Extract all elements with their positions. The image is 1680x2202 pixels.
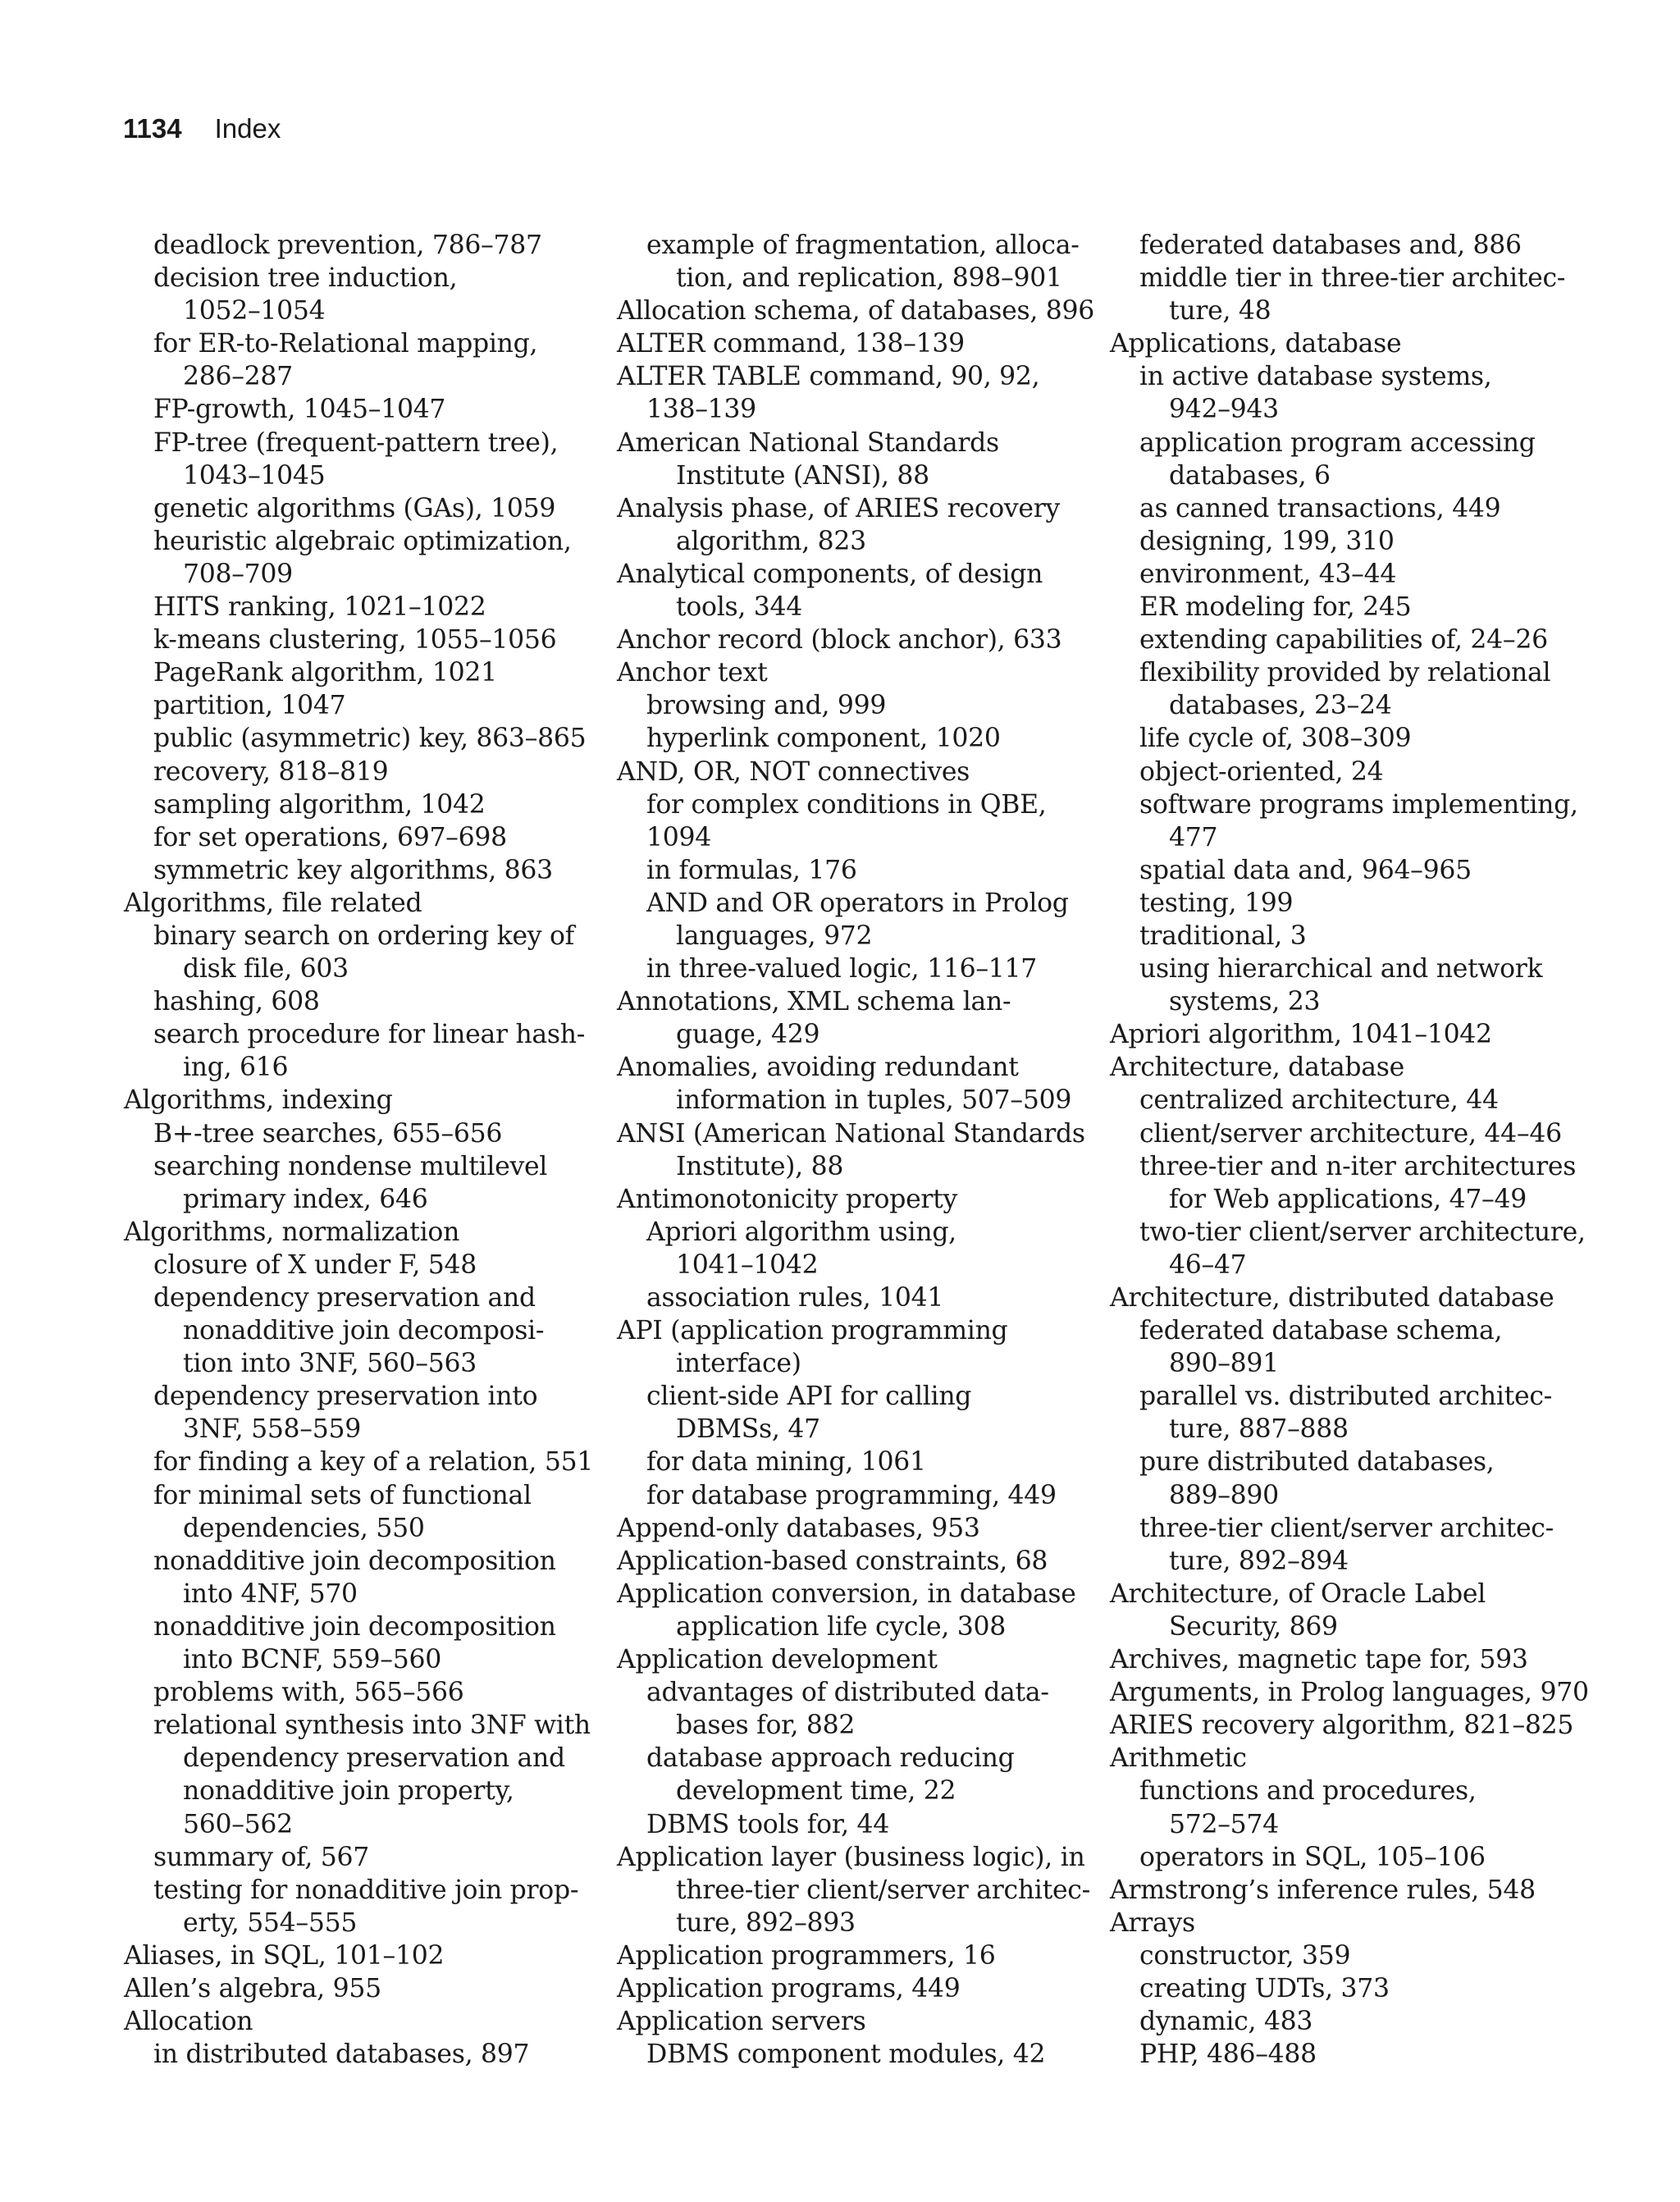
index-subentry: Institute), 88 [676,1151,844,1181]
index-subentry: three-tier client/server architec- [676,1875,1090,1905]
index-subentry: spatial data and, 964–965 [1139,855,1472,885]
index-entry: Arithmetic [1110,1743,1247,1774]
index-entry: Application servers [617,2007,866,2037]
index-subentry: application program accessing [1139,427,1536,458]
index-subentry: advantages of distributed data- [646,1678,1049,1708]
index-subentry: life cycle of, 308–309 [1139,724,1412,754]
index-subentry: guage, 429 [676,1020,820,1050]
index-subentry: dependency preservation into [153,1382,538,1412]
index-subentry: recovery, 818–819 [153,756,389,787]
index-subentry: 1094 [646,822,711,852]
index-subentry: erty, 554–555 [183,1907,358,1938]
index-entry: Arguments, in Prolog languages, 970 [1110,1678,1589,1708]
index-subentry: tion, and replication, 898–901 [676,263,1062,294]
index-subentry: nonadditive join decomposition [153,1546,556,1576]
index-entry: Arrays [1110,1907,1195,1938]
index-subentry: development time, 22 [676,1776,956,1807]
index-subentry: information in tuples, 507–509 [676,1085,1072,1116]
index-subentry: decision tree induction, [153,263,458,294]
index-subentry: DBMSs, 47 [676,1414,820,1445]
index-entry: American National Standards [617,427,999,458]
index-subentry: symmetric key algorithms, 863 [153,855,553,885]
index-entry: Application conversion, in database [617,1578,1076,1609]
index-subentry: 572–574 [1169,1809,1279,1839]
index-entry: Architecture, distributed database [1110,1283,1554,1313]
index-subentry: functions and procedures, [1139,1776,1477,1807]
index-subentry: FP-tree (frequent-pattern tree), [153,427,559,458]
index-subentry: AND and OR operators in Prolog [646,888,1069,918]
index-subentry: three-tier client/server architec- [1139,1513,1554,1543]
index-subentry: into BCNF, 559–560 [183,1645,441,1675]
index-subentry: for ER-to-Relational mapping, [153,329,538,359]
index-subentry: heuristic algebraic optimization, [153,526,572,556]
index-subentry: three-tier and n-iter architectures [1139,1151,1577,1181]
index-subentry: public (asymmetric) key, 863–865 [153,724,587,754]
index-subentry: 1041–1042 [676,1249,819,1280]
index-subentry: parallel vs. distributed architec- [1139,1382,1552,1412]
index-entry: Allocation [124,2007,253,2037]
index-subentry: ture, 887–888 [1169,1414,1349,1445]
page-number: 1134 [123,113,182,144]
index-subentry: interface) [676,1349,801,1379]
index-subentry: summary of, 567 [153,1842,369,1872]
index-subentry: B+-tree searches, 655–656 [153,1118,503,1149]
index-entry: Application layer (business logic), in [617,1842,1085,1872]
index-entry: Application-based constraints, 68 [617,1546,1048,1576]
index-subentry: testing, 199 [1139,888,1294,918]
index-subentry: tools, 344 [676,592,802,623]
index-column-1 [124,229,594,2071]
index-subentry: DBMS component modules, 42 [646,2040,1046,2070]
index-subentry: ture, 48 [1169,296,1271,327]
index-subentry: bases for, 882 [676,1711,856,1741]
index-entry: Algorithms, normalization [124,1217,460,1247]
index-subentry: client/server architecture, 44–46 [1139,1118,1562,1149]
index-entry: Algorithms, indexing [124,1085,393,1116]
index-subentry: traditional, 3 [1139,921,1307,951]
index-subentry: 942–943 [1169,395,1279,425]
index-subentry: client-side API for calling [646,1382,972,1412]
index-entry: Allocation schema, of databases, 896 [617,296,1094,327]
index-subentry: Security, 869 [1169,1611,1338,1642]
index-subentry: constructor, 359 [1139,1940,1351,1971]
index-subentry: sampling algorithm, 1042 [153,789,486,820]
index-entry: Application programmers, 16 [617,1940,996,1971]
index-subentry: into 4NF, 570 [183,1578,358,1609]
index-subentry: software programs implementing, [1139,789,1578,820]
index-subentry: algorithm, 823 [676,526,866,556]
index-entry: API (application programming [617,1316,1008,1346]
index-subentry: 890–891 [1169,1349,1279,1379]
index-subentry: databases, 6 [1169,460,1331,491]
index-subentry: for Web applications, 47–49 [1169,1184,1527,1214]
index-subentry: Apriori algorithm using, [646,1217,956,1247]
index-subentry: relational synthesis into 3NF with [153,1711,591,1741]
index-subentry: using hierarchical and network [1139,954,1543,985]
index-subentry: environment, 43–44 [1139,559,1397,589]
index-subentry: federated databases and, 886 [1139,231,1522,260]
index-entry: Anchor text [617,658,768,688]
index-subentry: 560–562 [183,1809,293,1839]
index-subentry: DBMS tools for, 44 [646,1809,890,1839]
index-subentry: flexibility provided by relational [1139,658,1551,688]
index-subentry: 286–287 [183,362,293,392]
index-subentry: 1043–1045 [183,460,326,491]
index-subentry: for minimal sets of functional [153,1480,532,1510]
index-subentry: in formulas, 176 [646,855,857,885]
index-subentry: centralized architecture, 44 [1139,1085,1499,1116]
index-subentry: object-oriented, 24 [1139,756,1384,787]
index-subentry: languages, 972 [676,921,873,951]
index-subentry: example of fragmentation, alloca- [646,231,1080,260]
index-subentry: application life cycle, 308 [676,1611,1006,1642]
index-subentry: 138–139 [646,395,756,425]
index-subentry: systems, 23 [1169,987,1321,1017]
index-subentry: hashing, 608 [153,987,320,1017]
index-subentry: 708–709 [183,559,293,589]
index-subentry: for database programming, 449 [646,1480,1057,1510]
index-entry: Allen’s algebra, 955 [124,1973,381,2003]
index-subentry: for complex conditions in QBE, [646,789,1047,820]
index-subentry: 477 [1169,822,1218,852]
index-subentry: ture, 892–894 [1169,1546,1349,1576]
index-subentry: ture, 892–893 [676,1907,856,1938]
index-entry: Anchor record (block anchor), 633 [617,625,1062,656]
index-subentry: as canned transactions, 449 [1139,493,1501,523]
index-subentry: PHP, 486–488 [1139,2040,1317,2070]
index-subentry: for set operations, 697–698 [153,822,507,852]
index-subentry: genetic algorithms (GAs), 1059 [153,493,556,523]
index-subentry: creating UDTs, 373 [1139,1973,1390,2003]
index-subentry: disk file, 603 [183,954,349,985]
index-subentry: extending capabilities of, 24–26 [1139,625,1548,656]
index-entry: Archives, magnetic tape for, 593 [1110,1645,1528,1675]
index-subentry: PageRank algorithm, 1021 [153,658,497,688]
index-subentry: operators in SQL, 105–106 [1139,1842,1486,1872]
index-subentry: 889–890 [1169,1480,1279,1510]
index-subentry: federated database schema, [1139,1316,1503,1346]
index-entry: Algorithms, file related [124,888,422,918]
index-subentry: ER modeling for, 245 [1139,592,1412,623]
page-header [123,115,281,142]
index-subentry: middle tier in three-tier architec- [1139,263,1566,294]
index-subentry: two-tier client/server architecture, [1139,1217,1586,1247]
index-entry: Analytical components, of design [617,559,1043,589]
index-subentry: tion into 3NF, 560–563 [183,1349,477,1379]
index-subentry: nonadditive join decomposition [153,1611,556,1642]
index-entry: ANSI (American National Standards [617,1118,1085,1149]
index-entry: Append-only databases, 953 [617,1513,980,1543]
index-entry: ARIES recovery algorithm, 821–825 [1110,1711,1574,1741]
index-entry: Anomalies, avoiding redundant [617,1053,1019,1083]
index-subentry: for data mining, 1061 [646,1447,926,1478]
index-entry: Aliases, in SQL, 101–102 [124,1940,445,1971]
index-entry: ALTER TABLE command, 90, 92, [617,362,1040,392]
index-entry: Annotations, XML schema lan- [617,987,1011,1017]
index-entry: Architecture, of Oracle Label [1110,1578,1486,1609]
index-subentry: nonadditive join decomposi- [183,1316,545,1346]
index-subentry: in distributed databases, 897 [153,2040,530,2070]
index-subentry: designing, 199, 310 [1139,526,1395,556]
index-subentry: primary index, 646 [183,1184,428,1214]
index-entry: Antimonotonicity property [617,1184,958,1214]
index-entry: Application development [617,1645,938,1675]
index-subentry: database approach reducing [646,1743,1015,1774]
index-column-2 [617,229,1094,2071]
index-subentry: in three-valued logic, 116–117 [646,954,1038,985]
index-subentry: HITS ranking, 1021–1022 [153,592,486,623]
index-entry: AND, OR, NOT connectives [617,756,970,787]
index-subentry: hyperlink component, 1020 [646,724,1001,754]
index-subentry: testing for nonadditive join prop- [153,1875,579,1905]
index-subentry: binary search on ordering key of [153,921,575,951]
index-subentry: k-means clustering, 1055–1056 [153,625,557,656]
index-subentry: databases, 23–24 [1169,691,1392,721]
index-subentry: closure of X under F, 548 [153,1249,477,1280]
index-subentry: dependency preservation and [153,1283,536,1313]
index-subentry: deadlock prevention, 786–787 [153,231,542,260]
index-subentry: dependency preservation and [183,1743,565,1774]
index-entry: ALTER command, 138–139 [617,329,965,359]
index-column-3 [1110,229,1589,2071]
index-subentry: search procedure for linear hash- [153,1020,586,1050]
section-title: Index [214,113,281,144]
index-subentry: partition, 1047 [153,691,346,721]
index-subentry: dependencies, 550 [183,1513,425,1543]
index-subentry: problems with, 565–566 [153,1678,464,1708]
index-entry: Application programs, 449 [617,1973,961,2003]
index-subentry: association rules, 1041 [646,1283,944,1313]
index-subentry: 46–47 [1169,1249,1247,1280]
index-subentry: dynamic, 483 [1139,2007,1313,2037]
index-subentry: Institute (ANSI), 88 [676,460,929,491]
index-subentry: ing, 616 [183,1053,289,1083]
index-subentry: browsing and, 999 [646,691,887,721]
index-entry: Analysis phase, of ARIES recovery [617,493,1060,523]
index-subentry: FP-growth, 1045–1047 [153,395,446,425]
index-subentry: for finding a key of a relation, 551 [153,1447,594,1478]
index-entry: Apriori algorithm, 1041–1042 [1110,1020,1492,1050]
index-subentry: pure distributed databases, [1139,1447,1495,1478]
index-entry: Armstrong’s inference rules, 548 [1110,1875,1536,1905]
index-subentry: nonadditive join property, [183,1776,514,1807]
index-subentry: 3NF, 558–559 [183,1414,361,1445]
index-subentry: searching nondense multilevel [153,1151,548,1181]
index-subentry: in active database systems, [1139,362,1492,392]
index-entry: Applications, database [1110,329,1402,359]
index-entry: Architecture, database [1110,1053,1404,1083]
index-subentry: 1052–1054 [183,296,326,327]
